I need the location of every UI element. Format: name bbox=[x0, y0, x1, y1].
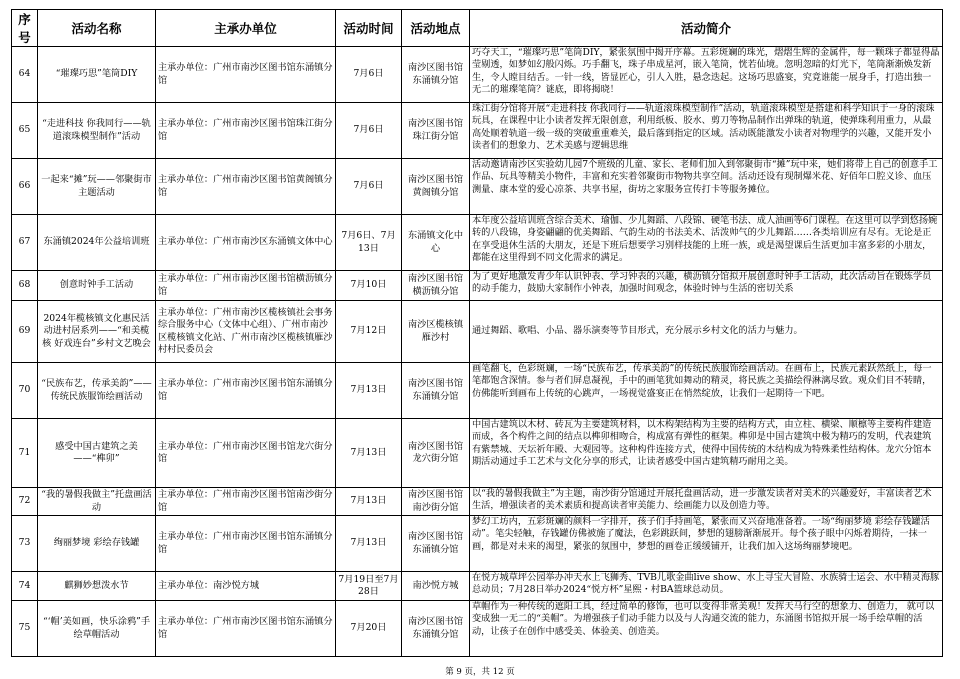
row-no: 73 bbox=[12, 516, 38, 572]
row-place: 东涌镇文化中心 bbox=[402, 215, 470, 271]
row-time: 7月13日 bbox=[336, 363, 402, 419]
table-row bbox=[12, 363, 943, 419]
row-time: 7月12日 bbox=[336, 301, 402, 363]
row-place: 南沙区图书馆横沥镇分馆 bbox=[402, 271, 470, 301]
table-row bbox=[12, 601, 943, 657]
row-activity-name: “‘帽’美如画，快乐涂鸦”手绘草帽活动 bbox=[38, 601, 156, 657]
row-description-text: 为了更好地激发青少年认识钟表、学习钟表的兴趣，横沥镇分馆拟开展创意时钟手工活动，此次活动旨在锻炼学员的动手能力，鼓励大家制作小钟表，加强时间观念，体验时钟与生活的密切关系 bbox=[472, 271, 932, 295]
row-time: 7月6日 bbox=[336, 103, 402, 159]
row-place: 南沙区图书馆黄阁镇分馆 bbox=[402, 159, 470, 215]
table-row bbox=[12, 47, 943, 103]
row-description bbox=[470, 47, 943, 103]
row-activity-name: 绚丽梦境 彩绘存钱罐 bbox=[38, 516, 156, 572]
row-description-text: 以“我的暑假我做主”为主题，南沙街分馆通过开展托盘画活动，进一步激发读者对美术的兴趣爱好，丰富读者艺术生活，增强读者的美术素质和提高读者审美能力、绘画能力以及创造力等。 bbox=[472, 488, 932, 512]
row-organizer: 主承办单位：广州市南沙区图书馆龙穴街分馆 bbox=[156, 419, 336, 488]
row-description-text: 梦幻工坊内，五彩斑斓的颜料一字排开，孩子们手持画笔，紧张而又兴奋地准备着。一场“绚丽梦境 彩绘存钱罐活动”。笔尖轻触，存钱罐仿佛被施了魔法，色彩跳跃间，梦想的翅膀渐渐展开。每个孩子眼中闪烁着期待，一抹一画，都是对未来的渴望，紧张的氛围中，梦想的画卷正缓缓铺开，让我们加入这场绚丽梦境吧。 bbox=[472, 516, 930, 552]
row-place: 南沙区图书馆龙穴街分馆 bbox=[402, 419, 470, 488]
table-row bbox=[12, 159, 943, 215]
row-organizer: 主承办单位：广州市南沙区榄核镇社会事务综合服务中心（文体中心组）、广州市南沙区榄核镇文化站、广州市南沙区榄核镇雁沙村村民委员会 bbox=[156, 301, 336, 363]
header-time: 活动时间 bbox=[336, 10, 402, 47]
row-description bbox=[470, 488, 943, 516]
row-activity-name: 一起来“摊”玩——邻聚街市主题活动 bbox=[38, 159, 156, 215]
row-description bbox=[470, 215, 943, 271]
header-org: 主承办单位 bbox=[156, 10, 336, 47]
row-description bbox=[470, 516, 943, 572]
row-activity-name: “璀璨巧思”笔筒DIY bbox=[38, 47, 156, 103]
row-description bbox=[470, 419, 943, 488]
row-organizer: 主承办单位：广州市南沙区图书馆东涌镇分馆 bbox=[156, 516, 336, 572]
table-row bbox=[12, 516, 943, 572]
row-no: 64 bbox=[12, 47, 38, 103]
header-no: 序号 bbox=[12, 10, 38, 47]
header-desc: 活动简介 bbox=[470, 10, 943, 47]
row-time: 7月13日 bbox=[336, 488, 402, 516]
table-row bbox=[12, 488, 943, 516]
row-no: 67 bbox=[12, 215, 38, 271]
row-description-text: 巧夺天工，“璀璨巧思”笔筒DIY，紧张氛围中揭开序幕。五彩斑斓的珠光，熠熠生辉的金属件，每一颗珠子都显得晶莹剔透，如梦如幻般闪烁。巧手翻飞，珠子串成星河，嵌入笔筒，恍若仙境。忽明忽暗的灯光下，笔筒渐渐焕发新生，令人瞠目结舌。一针一线，皆显匠心，引人入胜，悬念迭起。这场巧思盛宴，究竟谁能一展身手，打造出独一无二的璀璨笔筒？谜底，即将揭晓！ bbox=[472, 47, 940, 96]
table-row bbox=[12, 419, 943, 488]
row-description-text: 草帽作为一种传统的遮阳工具，经过简单的修饰，也可以变得非常美观！发挥天马行空的想象力、创造力， 就可以变成独一无二的“美帽”。为增强孩子们动手能力以及与人沟通交流的能力，东涌图书馆拟开展一场手绘草帽的活动，让孩子在创作中感受美、体验美、创造美。 bbox=[472, 601, 935, 637]
header-place: 活动地点 bbox=[402, 10, 470, 47]
row-activity-name: “走进科技 你我同行——轨道滚珠模型制作”活动 bbox=[38, 103, 156, 159]
row-place: 南沙区图书馆东涌镇分馆 bbox=[402, 47, 470, 103]
table-row bbox=[12, 103, 943, 159]
row-description bbox=[470, 103, 943, 159]
row-place: 南沙区榄核镇雁沙村 bbox=[402, 301, 470, 363]
page-footer: 第 9 页，共 12 页 bbox=[445, 667, 515, 677]
row-description-text: 画笔翻飞，色彩斑斓，一场“民族布艺，传承美韵”的传统民族服饰绘画活动。在画布上，民族元素跃然纸上，每一笔都饱含深情。参与者们屏息凝视，手中的画笔犹如舞动的精灵，将民族之美描绘得淋漓尽致。观众们目不转睛，仿佛能听到画布上传统的心跳声，一场视觉盛宴正在悄然绽放，让我们一起期待一下吧。 bbox=[472, 363, 932, 399]
row-time: 7月6日 bbox=[336, 159, 402, 215]
row-organizer: 主承办单位：广州市南沙区图书馆东涌镇分馆 bbox=[156, 363, 336, 419]
row-no: 71 bbox=[12, 419, 38, 488]
row-description-text: 本年度公益培训班含综合美术、瑜伽、少儿舞蹈、八段锦、硬笔书法、成人油画等6门课程。在这里可以学到悠扬婉转的八段锦，身姿翩翩的优美舞蹈、气韵生动的书法美术、活泼帅气的少儿舞蹈……各类培训应有尽有。无论是正在享受退休生活的大朋友，还是下班后想要学习别样技能的上班一族，或是渴望课后生活更加丰富多彩的小朋友，都能在这里得到不同文化需求的满足。 bbox=[472, 215, 938, 264]
row-organizer: 主承办单位：广州市南沙区东涌镇文体中心 bbox=[156, 215, 336, 271]
row-activity-name: 东涌镇2024年公益培训班 bbox=[38, 215, 156, 271]
row-no: 69 bbox=[12, 301, 38, 363]
row-description-text: 中国古建筑以木材、砖瓦为主要建筑材料，以木构架结构为主要的结构方式，由立柱、横梁、顺檩等主要构件建造而成，各个构件之间的结点以榫卯相吻合，构成富有弹性的框架。榫卯是中国古建筑中极为精巧的发明，代表建筑有紫禁城、天坛祈年殿、大观园等。这种构件连接方式，使得中国传统的木结构成为特殊柔性结构体。龙穴分馆本期活动通过手工艺术与文化分享的形式，让读者感受中国古建筑精巧耐用之美。 bbox=[472, 419, 932, 468]
row-activity-name: 麒狮妙想泼水节 bbox=[38, 572, 156, 601]
row-no: 68 bbox=[12, 271, 38, 301]
row-description bbox=[470, 301, 943, 363]
row-place: 南沙区图书馆南沙街分馆 bbox=[402, 488, 470, 516]
row-place: 南沙区图书馆东涌镇分馆 bbox=[402, 601, 470, 657]
row-description bbox=[470, 271, 943, 301]
row-time: 7月19日至7月28日 bbox=[336, 572, 402, 601]
row-activity-name: “民族布艺，传承美韵”——传统民族服饰绘画活动 bbox=[38, 363, 156, 419]
row-place: 南沙区图书馆东涌镇分馆 bbox=[402, 363, 470, 419]
row-description bbox=[470, 363, 943, 419]
row-activity-name: 感受中国古建筑之美——“榫卯” bbox=[38, 419, 156, 488]
row-description bbox=[470, 572, 943, 601]
row-organizer: 主承办单位：广州市南沙区图书馆横沥镇分馆 bbox=[156, 271, 336, 301]
row-activity-name: 创意时钟手工活动 bbox=[38, 271, 156, 301]
table-row bbox=[12, 271, 943, 301]
activity-table bbox=[11, 9, 943, 657]
row-no: 66 bbox=[12, 159, 38, 215]
row-organizer: 主承办单位：广州市南沙区图书馆珠江街分馆 bbox=[156, 103, 336, 159]
row-activity-name: 2024年榄核镇文化惠民活动进村居系列——“和美榄核 好戏连台”乡村文艺晚会 bbox=[38, 301, 156, 363]
row-description-text: 活动邀请南沙区实验幼儿园7个班级的儿童、家长、老师们加入到邻聚街市“摊”玩中来，她们将带上自己的创意手工作品、玩具等精美小物件，丰富和充实着邻聚街市物物共享空间。活动还设有现制爆米花、好佰年口腔义诊、血压测量、康本堂的爱心凉茶、共享书屋，街坊之家服务宣传打卡等服务摊位。 bbox=[472, 159, 938, 195]
row-no: 74 bbox=[12, 572, 38, 601]
row-activity-name: “我的暑假我做主”托盘画活动 bbox=[38, 488, 156, 516]
row-no: 75 bbox=[12, 601, 38, 657]
row-organizer: 主承办单位：南沙悦方城 bbox=[156, 572, 336, 601]
row-place: 南沙悦方城 bbox=[402, 572, 470, 601]
row-no: 65 bbox=[12, 103, 38, 159]
row-description-text: 珠江街分馆将开展“走进科技 你我同行——轨道滚珠模型制作”活动，轨道滚珠模型是搭建和科学知识于一身的滚珠玩具，在课程中让小读者发挥无限创意，利用纸板、胶水、剪刀等物品制作出弹珠的轨道，使弹珠利用重力，从最高处顺着轨道一级一级的突破重重难关，最后落到指定的区域。活动既能激发小读者对物理学的兴趣，又能开发小读者们的想象力、艺术美感与逻辑思维 bbox=[472, 103, 935, 152]
row-time: 7月20日 bbox=[336, 601, 402, 657]
row-time: 7月13日 bbox=[336, 516, 402, 572]
row-organizer: 主承办单位：广州市南沙区图书馆南沙街分馆 bbox=[156, 488, 336, 516]
row-description-text: 在悦方城草坪公园举办冲天水上飞狮秀、TVB儿歌金曲live show、水上寻宝大冒险、水族骑士运会、水中精灵海豚总动员；7月28日举办2024“悦方杯”星熙・村BA篮球总动员。 bbox=[472, 572, 940, 596]
row-organizer: 主承办单位：广州市南沙区图书馆东涌镇分馆 bbox=[156, 47, 336, 103]
row-no: 70 bbox=[12, 363, 38, 419]
row-organizer: 主承办单位：广州市南沙区图书馆黄阁镇分馆 bbox=[156, 159, 336, 215]
row-time: 7月10日 bbox=[336, 271, 402, 301]
table-row bbox=[12, 572, 943, 601]
row-place: 南沙区图书馆珠江街分馆 bbox=[402, 103, 470, 159]
table-row bbox=[12, 301, 943, 363]
row-description bbox=[470, 601, 943, 657]
row-description bbox=[470, 159, 943, 215]
row-time: 7月13日 bbox=[336, 419, 402, 488]
row-no: 72 bbox=[12, 488, 38, 516]
activity-table-sheet bbox=[11, 9, 942, 657]
row-time: 7月6日 bbox=[336, 47, 402, 103]
row-time: 7月6日、7月13日 bbox=[336, 215, 402, 271]
header-name: 活动名称 bbox=[38, 10, 156, 47]
row-organizer: 主承办单位：广州市南沙区图书馆东涌镇分馆 bbox=[156, 601, 336, 657]
row-place: 南沙区图书馆东涌镇分馆 bbox=[402, 516, 470, 572]
table-row bbox=[12, 215, 943, 271]
table-header-row bbox=[12, 10, 943, 47]
row-description-text: 通过舞蹈、歌唱、小品、器乐演奏等节目形式，充分展示乡村文化的活力与魅力。 bbox=[472, 325, 803, 337]
